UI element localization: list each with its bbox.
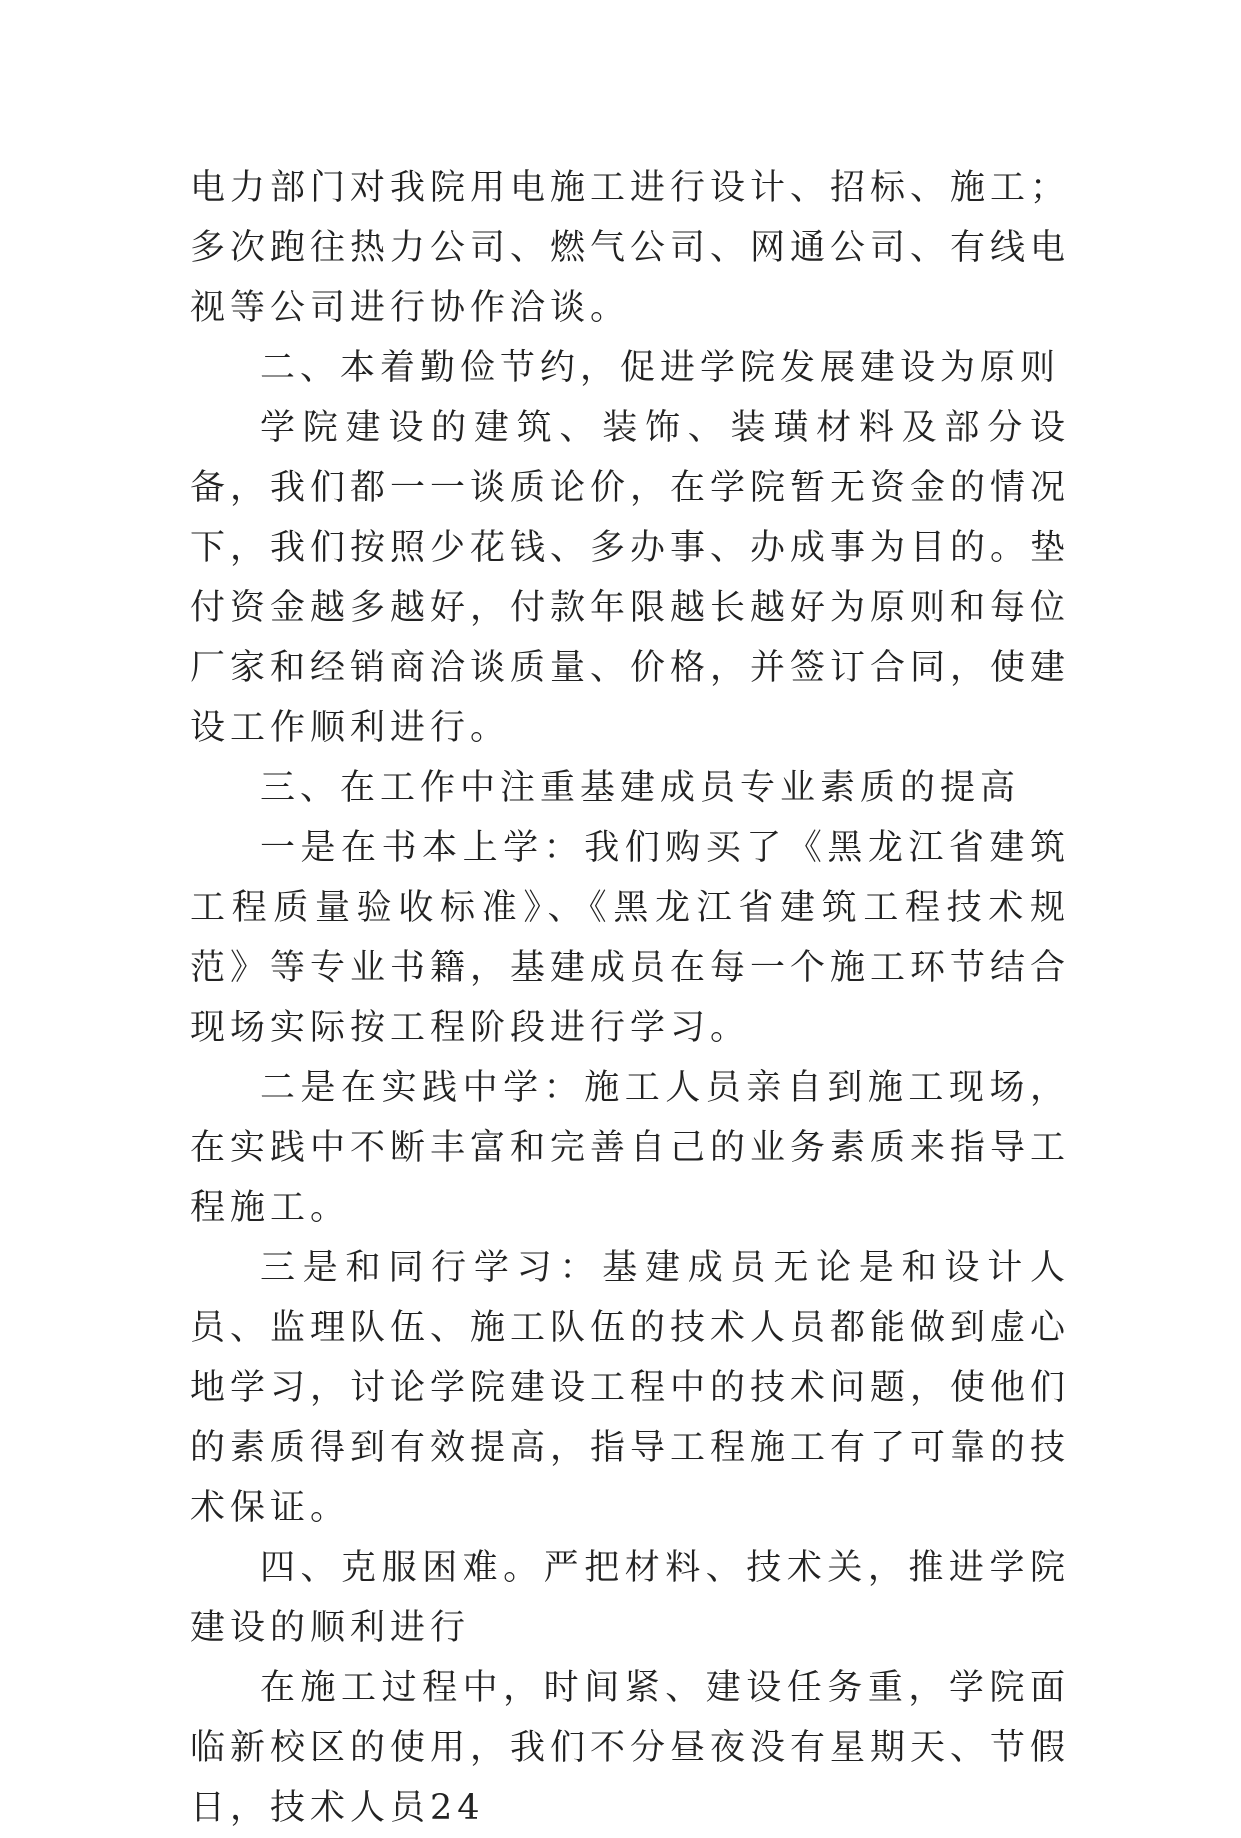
paragraph-continuation: 电力部门对我院用电施工进行设计、招标、施工；多次跑往热力公司、燃气公司、网通公司、有线电视等公司进行协作洽谈。	[190, 168, 1071, 328]
section-heading-2: 二、本着勤俭节约，促进学院发展建设为原则	[260, 348, 1061, 388]
document-body	[190, 158, 1070, 1838]
section-heading-3: 三、在工作中注重基建成员专业素质的提高	[260, 768, 1021, 808]
paragraph-materials: 学院建设的建筑、装饰、装璜材料及部分设备，我们都一一谈质论价，在学院暂无资金的情况下，我们按照少花钱、多办事、办成事为目的。垫付资金越多越好，付款年限越长越好为原则和每位厂家和经销商洽谈质量、价格，并签订合同，使建设工作顺利进行。	[190, 408, 1071, 748]
paragraph-practice-learning: 二是在实践中学：施工人员亲自到施工现场，在实践中不断丰富和完善自己的业务素质来指导工程施工。	[190, 1068, 1071, 1228]
paragraph-book-learning: 一是在书本上学：我们购买了《黑龙江省建筑工程质量验收标准》、《黑龙江省建筑工程技术规范》等专业书籍，基建成员在每一个施工环节结合现场实际按工程阶段进行学习。	[190, 828, 1071, 1048]
paragraph-peer-learning: 三是和同行学习：基建成员无论是和设计人员、监理队伍、施工队伍的技术人员都能做到虚心地学习，讨论学院建设工程中的技术问题，使他们的素质得到有效提高，指导工程施工有了可靠的技术保证。	[190, 1248, 1071, 1528]
paragraph-construction-process: 在施工过程中，时间紧、建设任务重，学院面临新校区的使用，我们不分昼夜没有星期天、节假日，技术人员24	[190, 1668, 1071, 1828]
section-heading-4: 四、克服困难。严把材料、技术关，推进学院建设的顺利进行	[190, 1548, 1070, 1648]
